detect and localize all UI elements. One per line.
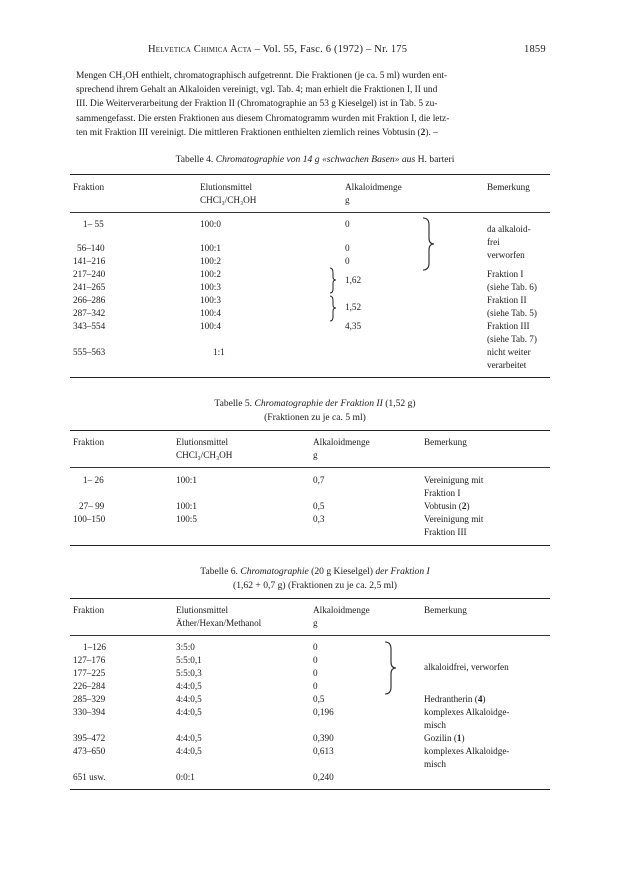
- intro-paragraph: [76, 69, 550, 140]
- table4-large-brace: [420, 216, 436, 272]
- table4-cell-fraktion: 555–563: [73, 347, 106, 357]
- intro-line: sammengefasst. Die ersten Fraktionen aus diesem Chromatogramm wurden mit Fraktion I, die letz-: [76, 113, 450, 124]
- table4-small-braces: [328, 266, 338, 326]
- table4-remark: nicht weiter: [487, 347, 531, 357]
- page-number: 1859: [524, 44, 546, 55]
- table4-cell-eluent: 100:3: [200, 282, 221, 292]
- table5-cell-remark: Vobtusin (2): [424, 501, 470, 511]
- intro-line: Mengen CH₃OH enthielt, chromatographisch aufgetrennt. Die Fraktionen (je ca. 5 ml) wurden ent-: [76, 71, 448, 81]
- table6-cell-eluent: 5:5:0,1: [176, 655, 202, 665]
- table5-header-bemerkung: Bemerkung: [424, 437, 467, 447]
- table6-cell-menge: 0,5: [313, 694, 325, 704]
- table4-cell-fraktion: 343–554: [73, 321, 106, 331]
- table4-remark: (siehe Tab. 7): [487, 334, 537, 344]
- table4-cell-fraktion: 141–216: [73, 256, 106, 266]
- table6-header-unit: g: [313, 618, 318, 628]
- table6-cell-remark: komplexes Alkaloidge-: [424, 746, 510, 756]
- table4-remark: verworfen: [487, 250, 525, 260]
- table6-cell-menge: 0: [313, 655, 318, 665]
- table6-group-remark: alkaloidfrei, verworfen: [424, 662, 509, 672]
- table6-cell-eluent: 4:4:0,5: [176, 746, 202, 756]
- table4-remark: Fraktion II: [487, 295, 527, 305]
- table5-cell-fraktion: 1– 26: [83, 475, 104, 485]
- table4-cell-eluent: 100:2: [200, 256, 221, 266]
- table5-caption-sub: (Fraktionen zu je ca. 5 ml): [264, 412, 366, 423]
- table6-cell-eluent: 4:4:0,5: [176, 681, 202, 691]
- running-header: [148, 44, 407, 55]
- table4-cell-fraktion: 217–240: [73, 269, 106, 279]
- table6-cell-eluent: 4:4:0,5: [176, 733, 202, 743]
- table4-remark: (siehe Tab. 6): [487, 282, 537, 292]
- table6-cell-menge: 0,390: [313, 733, 334, 743]
- table6-cell-remark: Gozilin (1): [424, 733, 465, 743]
- table4-top-rule: [70, 174, 550, 175]
- table4-merged-menge: 1,62: [345, 275, 362, 285]
- table5-cell-fraktion: 27– 99: [79, 501, 105, 511]
- table6-cell-fraktion: 395–472: [73, 733, 106, 743]
- table4-header-rule: [70, 212, 550, 213]
- table6-cell-menge: 0,196: [313, 707, 334, 717]
- table6-bottom-rule: [70, 789, 550, 790]
- table4-cell-fraktion: 56–140: [77, 243, 105, 253]
- table4-bottom-rule: [70, 377, 550, 378]
- table6-header-eluent: Elutionsmittel: [176, 605, 229, 615]
- table5-caption: Tabelle 5. Chromatographie der Fraktion II (1,52 g): [214, 398, 416, 409]
- table4-header-menge: Alkaloidmenge: [345, 182, 402, 192]
- table6-cell-eluent: 3:5:0: [176, 642, 195, 652]
- table5-header-solvent: CHCl₃/CH₃OH: [176, 450, 233, 460]
- table6-cell-fraktion: 177–225: [73, 668, 106, 678]
- table5-top-rule: [70, 430, 550, 431]
- intro-line: ten mit Fraktion III vereinigt. Die mittleren Fraktionen enthielten ziemlich reines Vobtusin (2). –: [76, 127, 438, 138]
- table6-cell-remark: Hedrantherin (4): [424, 694, 486, 704]
- table6-cell-menge: 0,240: [313, 772, 334, 782]
- table6-cell-menge: 0: [313, 668, 318, 678]
- table5-header-eluent: Elutionsmittel: [176, 437, 229, 447]
- table6-large-brace: [382, 640, 398, 696]
- table4-cell-fraktion: 1– 55: [83, 219, 104, 229]
- intro-line: sprechend ihrem Gehalt an Alkaloiden vereinigt, vgl. Tab. 4; man erhielt die Fraktionen I, II und: [76, 85, 438, 96]
- table4-cell-eluent: 100:1: [200, 243, 221, 253]
- table4-remark: Fraktion III: [487, 321, 530, 331]
- table6-header-menge: Alkaloidmenge: [313, 605, 370, 615]
- table5-header-fraktion: Fraktion: [73, 437, 105, 447]
- table6-header-rule: [70, 635, 550, 636]
- table6-cell-fraktion: 330–394: [73, 707, 106, 717]
- table4-cell-menge: 4,35: [345, 321, 362, 331]
- table5-cell-remark: Vereinigung mit: [424, 475, 484, 485]
- table4-cell-fraktion: 266–286: [73, 295, 106, 305]
- table6-caption: Tabelle 6. Chromatographie (20 g Kieselgel) der Fraktion I: [200, 566, 430, 577]
- table6-header-bemerkung: Bemerkung: [424, 605, 467, 615]
- table4-cell-menge: 0: [345, 219, 350, 229]
- table4-header-unit: g: [345, 195, 350, 205]
- table6-caption-sub: (1,62 + 0,7 g) (Fraktionen zu je ca. 2,5 ml): [233, 580, 397, 591]
- table4-cell-menge: 0: [345, 256, 350, 266]
- table6-cell-menge: 0: [313, 642, 318, 652]
- table6-cell-eluent: 4:4:0,5: [176, 694, 202, 704]
- table4-caption: Tabelle 4. Chromatographie von 14 g «schwachen Basen» aus H. barteri: [175, 154, 455, 165]
- table5-cell-eluent: 100:1: [176, 501, 197, 511]
- table6-cell-fraktion: 473–650: [73, 746, 106, 756]
- table4-remark: verarbeitet: [487, 360, 527, 370]
- table4-remark: frei: [487, 237, 500, 247]
- table4-cell-eluent: 100:4: [200, 321, 221, 331]
- table5-cell-remark: Vereinigung mit: [424, 514, 484, 524]
- table4-header-bemerkung: Bemerkung: [487, 182, 530, 192]
- table5-cell-menge: 0,5: [313, 501, 325, 511]
- table4-cell-eluent: 1:1: [213, 347, 225, 357]
- table6-cell-remark: misch: [424, 759, 446, 769]
- journal-rest: – Vol. 55, Fasc. 6 (1972) – Nr. 175: [251, 44, 408, 55]
- table4-cell-eluent: 100:0: [200, 219, 221, 229]
- table5-cell-eluent: 100:5: [176, 514, 197, 524]
- table4-cell-eluent: 100:4: [200, 308, 221, 318]
- table4-remark: Fraktion I: [487, 269, 524, 279]
- table4-remark: (siehe Tab. 5): [487, 308, 537, 318]
- table5-header-menge: Alkaloidmenge: [313, 437, 370, 447]
- table4-cell-fraktion: 241–265: [73, 282, 106, 292]
- table5-cell-remark: Fraktion I: [424, 488, 461, 498]
- table5-bottom-rule: [70, 545, 550, 546]
- table4-remark: da alkaloid-: [487, 224, 531, 234]
- table6-header-fraktion: Fraktion: [73, 605, 105, 615]
- table4-cell-menge: 0: [345, 243, 350, 253]
- intro-line: III. Die Weiterverarbeitung der Fraktion II (Chromatographie an 53 g Kieselgel) ist in Tab. 5 zu-: [76, 99, 438, 110]
- table6-cell-menge: 0,613: [313, 746, 334, 756]
- table6-header-solvent: Äther/Hexan/Methanol: [176, 618, 262, 628]
- table6-cell-fraktion: 226–284: [73, 681, 106, 691]
- table5-header-rule: [70, 467, 550, 468]
- table4-header-solvent: CHCl₃/CH₃OH: [200, 195, 257, 205]
- table6-cell-eluent: 0:0:1: [176, 772, 195, 782]
- table4-header-eluent: Elutionsmittel: [200, 182, 253, 192]
- table4-merged-menge: 1,52: [345, 302, 362, 312]
- table6-cell-remark: komplexes Alkaloidge-: [424, 707, 510, 717]
- table5-header-unit: g: [313, 450, 318, 460]
- table6-cell-fraktion: 285–329: [73, 694, 106, 704]
- table5-cell-menge: 0,3: [313, 514, 325, 524]
- table6-top-rule: [70, 598, 550, 599]
- table4-header-fraktion: Fraktion: [73, 182, 105, 192]
- table4-cell-eluent: 100:3: [200, 295, 221, 305]
- table6-cell-fraktion: 651 usw.: [73, 772, 106, 782]
- journal-title: Helvetica Chimica Acta: [148, 44, 252, 55]
- table5-cell-remark: Fraktion III: [424, 527, 467, 537]
- table6-cell-eluent: 4:4:0,5: [176, 707, 202, 717]
- table6-cell-eluent: 5:5:0,3: [176, 668, 202, 678]
- table5-cell-eluent: 100:1: [176, 475, 197, 485]
- table6-cell-fraktion: 127–176: [73, 655, 106, 665]
- table6-cell-menge: 0: [313, 681, 318, 691]
- table4-cell-eluent: 100:2: [200, 269, 221, 279]
- table5-cell-fraktion: 100–150: [73, 514, 106, 524]
- table6-cell-remark: misch: [424, 720, 446, 730]
- table5-cell-menge: 0,7: [313, 475, 325, 485]
- table6-cell-fraktion: 1–126: [83, 642, 106, 652]
- table4-cell-fraktion: 287–342: [73, 308, 106, 318]
